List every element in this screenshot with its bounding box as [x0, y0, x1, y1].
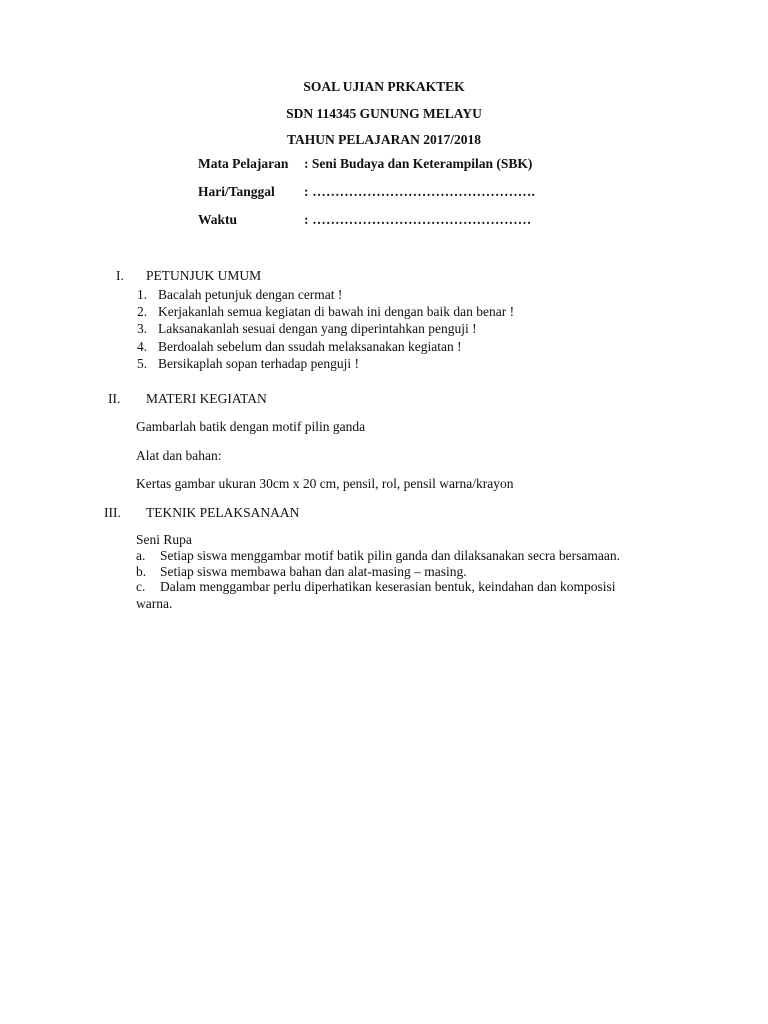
list-item: Berdoalah sebelum dan ssudah melaksanakan kegiatan !: [158, 339, 462, 354]
list-item: Bacalah petunjuk dengan cermat !: [158, 287, 343, 302]
school-name: SDN 114345 GUNUNG MELAYU: [286, 106, 482, 121]
time-label: Waktu: [198, 212, 238, 227]
list-item-number: 4.: [137, 339, 148, 354]
list-item: Setiap siswa menggambar motif batik pilin ganda dan dilaksanakan secra bersamaan.: [160, 548, 620, 563]
date-blank-field: : ………………………………………….: [304, 184, 536, 199]
list-item-number: 5.: [137, 356, 148, 371]
list-item: Kerjakanlah semua kegiatan di bawah ini dengan baik dan benar !: [158, 304, 515, 319]
date-label: Hari/Tanggal: [198, 184, 275, 199]
section-heading: MATERI KEGIATAN: [146, 391, 267, 406]
subject-value: : Seni Budaya dan Keterampilan (SBK): [304, 156, 533, 171]
list-item-letter: a.: [136, 548, 146, 563]
activity-paragraph: Gambarlah batik dengan motif pilin ganda: [136, 419, 366, 434]
list-item: Bersikaplah sopan terhadap penguji !: [158, 356, 359, 371]
time-blank-field: : …………………………………………: [304, 212, 532, 227]
subsection-label: Seni Rupa: [136, 532, 192, 547]
list-item: Dalam menggambar perlu diperhatikan keserasian bentuk, keindahan dan komposisi: [160, 579, 616, 594]
section-number: II.: [108, 391, 121, 406]
list-item: Setiap siswa membawa bahan dan alat-masing – masing.: [160, 564, 467, 579]
section-heading: TEKNIK PELAKSANAAN: [146, 505, 300, 520]
section-number: I.: [116, 268, 124, 283]
document-title: SOAL UJIAN PRKAKTEK: [303, 79, 465, 94]
section-heading: PETUNJUK UMUM: [146, 268, 262, 283]
list-item-letter: c.: [136, 579, 146, 594]
subject-label: Mata Pelajaran: [198, 156, 289, 171]
section-number: III.: [104, 505, 121, 520]
materials-paragraph: Kertas gambar ukuran 30cm x 20 cm, pensil, rol, pensil warna/krayon: [136, 476, 514, 491]
list-item-number: 3.: [137, 321, 148, 336]
list-item: Laksanakanlah sesuai dengan yang diperintahkan penguji !: [158, 321, 477, 336]
academic-year: TAHUN PELAJARAN 2017/2018: [286, 132, 481, 147]
list-item-continuation: warna.: [136, 596, 173, 611]
materials-heading: Alat dan bahan:: [136, 448, 222, 463]
list-item-number: 1.: [137, 287, 148, 302]
list-item-number: 2.: [137, 304, 148, 319]
list-item-letter: b.: [136, 564, 147, 579]
